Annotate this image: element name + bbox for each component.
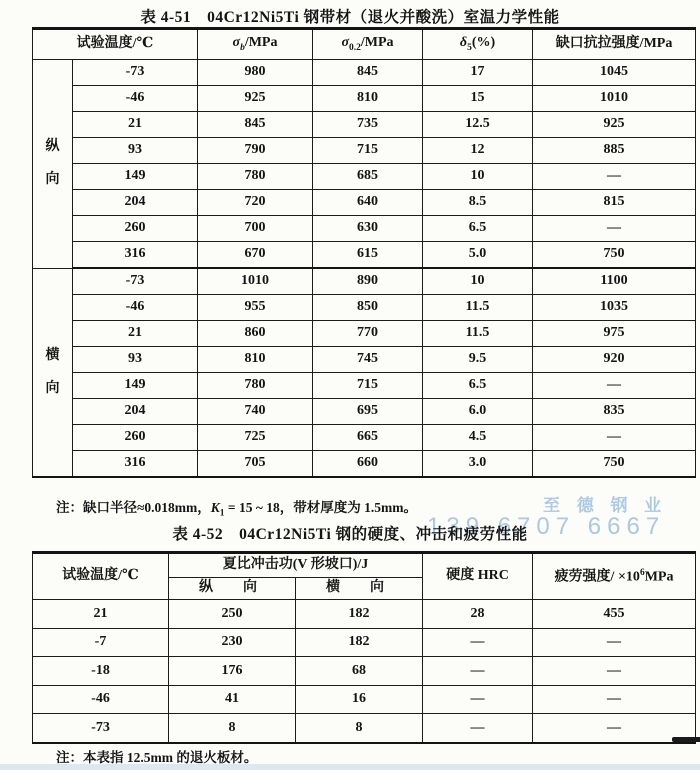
table-row — [33, 86, 696, 112]
cell-fatigue: — — [533, 628, 696, 657]
cell-delta-5: 10 — [423, 268, 533, 295]
table-row — [33, 373, 696, 399]
cell-temp: 21 — [33, 600, 169, 629]
cell-temp: 316 — [73, 451, 198, 478]
cell-impact-longitudinal: 8 — [169, 714, 296, 743]
cell-hardness: — — [423, 657, 533, 686]
cell-delta-5: 10 — [423, 164, 533, 190]
col-header-hardness-hrc: 硬度 HRC — [423, 553, 533, 600]
table-row — [33, 295, 696, 321]
cell-fatigue: — — [533, 685, 696, 714]
sigma-symbol: σ — [232, 35, 241, 51]
note-text: = 15 ~ 18，带材厚度为 1.5mm。 — [224, 500, 418, 515]
cell-sigma-b: 720 — [198, 190, 313, 216]
cell-sigma-02: 665 — [313, 425, 423, 451]
cell-sigma-b: 860 — [198, 321, 313, 347]
cell-impact-transverse: 182 — [296, 600, 423, 629]
cell-sigma-02: 685 — [313, 164, 423, 190]
cell-sigma-02: 845 — [313, 60, 423, 86]
cell-sigma-b: 740 — [198, 399, 313, 425]
unit-label: 疲劳强度/ ×10 — [554, 569, 640, 585]
sigma-02-subscript: 0.2 — [349, 42, 361, 53]
col-header-notch-strength: 缺口抗拉强度/MPa — [533, 29, 696, 60]
cell-hardness: — — [423, 714, 533, 743]
table-4-51-header-row — [33, 29, 696, 60]
table-4-52-header-row-1 — [33, 553, 696, 578]
cell-temp: 316 — [73, 242, 198, 269]
cell-temp: 21 — [73, 321, 198, 347]
watermark-company-text: 至 德 钢 业 — [543, 496, 668, 515]
cell-notch: 750 — [533, 242, 696, 269]
cell-delta-5: 5.0 — [423, 242, 533, 269]
direction-char: 横 — [45, 347, 60, 363]
cell-sigma-02: 615 — [313, 242, 423, 269]
cell-fatigue: 455 — [533, 600, 696, 629]
scan-artifact-mark — [672, 737, 700, 742]
table-row — [33, 399, 696, 425]
table-row — [33, 164, 696, 190]
cell-sigma-02: 640 — [313, 190, 423, 216]
cell-notch: 920 — [533, 347, 696, 373]
table-row — [33, 714, 696, 743]
cell-temp: 93 — [73, 347, 198, 373]
table-row — [33, 138, 696, 164]
cell-sigma-02: 890 — [313, 268, 423, 295]
direction-char: 纵 — [45, 139, 60, 155]
k-factor-symbol: K — [210, 500, 220, 515]
table-4-52 — [32, 551, 696, 744]
cell-delta-5: 4.5 — [423, 425, 533, 451]
table-row — [33, 657, 696, 686]
cell-sigma-b: 780 — [198, 164, 313, 190]
cell-notch: 1035 — [533, 295, 696, 321]
cell-delta-5: 9.5 — [423, 347, 533, 373]
exponent: 6 — [639, 567, 645, 578]
cell-impact-longitudinal: 230 — [169, 628, 296, 657]
sigma-symbol: σ — [341, 35, 350, 51]
cell-sigma-02: 695 — [313, 399, 423, 425]
cell-sigma-b: 810 — [198, 347, 313, 373]
table-row — [33, 60, 696, 86]
unit-label: (%) — [471, 35, 496, 51]
cell-temp: -7 — [33, 628, 169, 657]
cell-sigma-b: 700 — [198, 216, 313, 242]
cell-delta-5: 8.5 — [423, 190, 533, 216]
cell-sigma-b: 790 — [198, 138, 313, 164]
col-header-sigma-02 — [313, 29, 423, 60]
cell-temp: -46 — [33, 685, 169, 714]
delta-5-subscript: 5 — [467, 42, 472, 53]
cell-sigma-b: 925 — [198, 86, 313, 112]
cell-temp: -73 — [33, 714, 169, 743]
cell-impact-transverse: 68 — [296, 657, 423, 686]
cell-sigma-b: 980 — [198, 60, 313, 86]
cell-temp: 93 — [73, 138, 198, 164]
table-row — [33, 347, 696, 373]
cell-temp: 149 — [73, 373, 198, 399]
cell-temp: 204 — [73, 399, 198, 425]
cell-notch: — — [533, 425, 696, 451]
cell-sigma-b: 845 — [198, 112, 313, 138]
col-header-sigma-b — [198, 29, 313, 60]
table-row — [33, 268, 696, 295]
col-header-longitudinal: 纵 向 — [169, 578, 296, 600]
cell-delta-5: 6.5 — [423, 216, 533, 242]
cell-impact-transverse: 8 — [296, 714, 423, 743]
cell-hardness: — — [423, 685, 533, 714]
watermark-phone-text: 139 6707 6667 — [427, 513, 666, 540]
col-header-test-temperature: 试验温度/℃ — [33, 553, 169, 600]
cell-sigma-b: 705 — [198, 451, 313, 478]
cell-fatigue: — — [533, 657, 696, 686]
direction-char: 向 — [45, 380, 60, 396]
table-row — [33, 628, 696, 657]
unit-label: /MPa — [244, 35, 278, 51]
cell-notch: — — [533, 373, 696, 399]
table-row — [33, 216, 696, 242]
cell-hardness: 28 — [423, 600, 533, 629]
cell-fatigue: — — [533, 714, 696, 743]
cell-notch: 750 — [533, 451, 696, 478]
cell-temp: -18 — [33, 657, 169, 686]
direction-char: 向 — [45, 172, 60, 188]
cell-impact-transverse: 16 — [296, 685, 423, 714]
col-header-delta-5 — [423, 29, 533, 60]
cell-temp: -73 — [73, 60, 198, 86]
cell-sigma-b: 670 — [198, 242, 313, 269]
cell-notch: 815 — [533, 190, 696, 216]
table-4-52-note: 注：本表指 12.5mm 的退火板材。 — [56, 750, 258, 765]
table-row — [33, 112, 696, 138]
cell-sigma-02: 715 — [313, 138, 423, 164]
cell-notch: 925 — [533, 112, 696, 138]
direction-label-transverse — [33, 268, 73, 477]
cell-sigma-b: 1010 — [198, 268, 313, 295]
cell-temp: 21 — [73, 112, 198, 138]
cell-notch: — — [533, 216, 696, 242]
cell-notch: 1045 — [533, 60, 696, 86]
table-row — [33, 685, 696, 714]
table-row — [33, 321, 696, 347]
note-text: 注：缺口半径≈0.018mm， — [56, 500, 211, 515]
cell-sigma-02: 630 — [313, 216, 423, 242]
col-header-test-temperature: 试验温度/℃ — [33, 29, 198, 60]
cell-temp: 149 — [73, 164, 198, 190]
cell-delta-5: 11.5 — [423, 321, 533, 347]
unit-label: /MPa — [360, 35, 394, 51]
cell-temp: -73 — [73, 268, 198, 295]
table-row — [33, 425, 696, 451]
k-factor-subscript: 1 — [219, 508, 225, 519]
table-4-51 — [32, 27, 696, 478]
sigma-b-subscript: b — [240, 42, 245, 53]
cell-hardness: — — [423, 628, 533, 657]
cell-notch: 835 — [533, 399, 696, 425]
cell-sigma-b: 725 — [198, 425, 313, 451]
table-4-51-note — [56, 496, 417, 519]
cell-delta-5: 12.5 — [423, 112, 533, 138]
cell-delta-5: 11.5 — [423, 295, 533, 321]
cell-temp: -46 — [73, 86, 198, 112]
col-header-transverse: 横 向 — [296, 578, 423, 600]
table-row — [33, 451, 696, 478]
cell-sigma-b: 955 — [198, 295, 313, 321]
table-row — [33, 600, 696, 629]
cell-notch: 975 — [533, 321, 696, 347]
cell-sigma-02: 660 — [313, 451, 423, 478]
cell-sigma-02: 745 — [313, 347, 423, 373]
delta-symbol: δ — [459, 35, 468, 51]
cell-delta-5: 15 — [423, 86, 533, 112]
cell-delta-5: 12 — [423, 138, 533, 164]
cell-notch: 1100 — [533, 268, 696, 295]
cell-notch: 885 — [533, 138, 696, 164]
col-header-fatigue-strength — [533, 553, 696, 600]
cell-impact-transverse: 182 — [296, 628, 423, 657]
cell-delta-5: 3.0 — [423, 451, 533, 478]
cell-impact-longitudinal: 250 — [169, 600, 296, 629]
cell-sigma-02: 735 — [313, 112, 423, 138]
unit-label: MPa — [644, 569, 674, 585]
table-row — [33, 242, 696, 269]
table-4-51-title: 表 4-51 04Cr12Ni5Ti 钢带材（退火并酸洗）室温力学性能 — [140, 9, 560, 26]
cell-sigma-02: 810 — [313, 86, 423, 112]
direction-label-longitudinal — [33, 60, 73, 269]
cell-delta-5: 6.0 — [423, 399, 533, 425]
table-4-52-title: 表 4-52 04Cr12Ni5Ti 钢的硬度、冲击和疲劳性能 — [172, 526, 528, 543]
cell-temp: -46 — [73, 295, 198, 321]
col-header-charpy-impact: 夏比冲击功(V 形坡口)/J — [169, 553, 423, 578]
cell-sigma-02: 770 — [313, 321, 423, 347]
cell-sigma-02: 715 — [313, 373, 423, 399]
cell-delta-5: 17 — [423, 60, 533, 86]
cell-temp: 204 — [73, 190, 198, 216]
cell-delta-5: 6.5 — [423, 373, 533, 399]
cell-temp: 260 — [73, 216, 198, 242]
cell-notch: 1010 — [533, 86, 696, 112]
cell-sigma-02: 850 — [313, 295, 423, 321]
cell-sigma-b: 780 — [198, 373, 313, 399]
cell-impact-longitudinal: 176 — [169, 657, 296, 686]
cell-temp: 260 — [73, 425, 198, 451]
cell-notch: — — [533, 164, 696, 190]
table-row — [33, 190, 696, 216]
cell-impact-longitudinal: 41 — [169, 685, 296, 714]
